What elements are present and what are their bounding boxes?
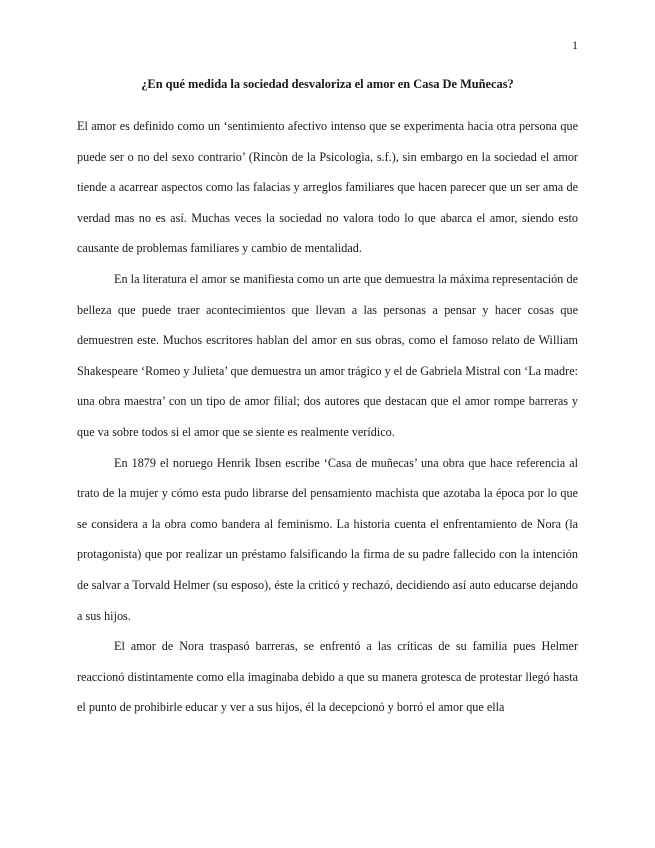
page-number: 1 <box>572 38 578 52</box>
paragraph-2: En la literatura el amor se manifiesta como un arte que demuestra la máxima representación de belleza que puede traer acontecimientos que llevan a las personas a pensar y hacer cosas que demuestren este. Muchos escritores hablan del amor en sus obras, como el famoso relato de William Shakespeare ‘Romeo y Julieta’ que demuestra un amor trágico y el de Gabriela Mistral con ‘La madre: una obra maestra’ con un tipo de amor filial; dos autores que destacan que el amor rompe barreras y que va sobre todos si el amor que se siente es realmente verídico. <box>77 271 578 439</box>
paragraph-1: El amor es definido como un ‘sentimiento afectivo intenso que se experimenta hacia otra persona que puede ser o no del sexo contrario’ (Rincòn de la Psicologìa, s.f.), sin embargo en la sociedad el amor tiende a acarrear aspectos como las falacias y arreglos familiares que hacen parecer que un ser ama de verdad mas no es así. Muchas veces la sociedad no valora todo lo que abarca el amor, siendo esto causante de problemas familiares y cambio de mentalidad. <box>77 119 578 256</box>
paragraph-4: El amor de Nora traspasó barreras, se enfrentó a las críticas de su familia pues Helmer reaccionó distintamente como ella imaginaba debido a que su manera grotesca de protestar llegó hasta el punto de prohibirle educar y ver a sus hijos, él la decepcionó y borró el amor que ella <box>77 639 578 715</box>
paragraph-3: En 1879 el noruego Henrik Ibsen escribe ‘Casa de muñecas’ una obra que hace referencia al trato de la mujer y cómo esta pudo librarse del pensamiento machista que azotaba la época por lo que se considera a la obra como bandera al feminismo. La historia cuenta el enfrentamiento de Nora (la protagonista) que por realizar un préstamo falsificando la firma de su padre fallecido con la intención de salvar a Torvald Helmer (su esposo), éste la criticó y rechazó, decidiendo así auto educarse dejando a sus hijos. <box>77 455 578 623</box>
document-body <box>77 111 578 723</box>
document-title: ¿En qué medida la sociedad desvaloriza el amor en Casa De Muñecas? <box>141 77 514 91</box>
